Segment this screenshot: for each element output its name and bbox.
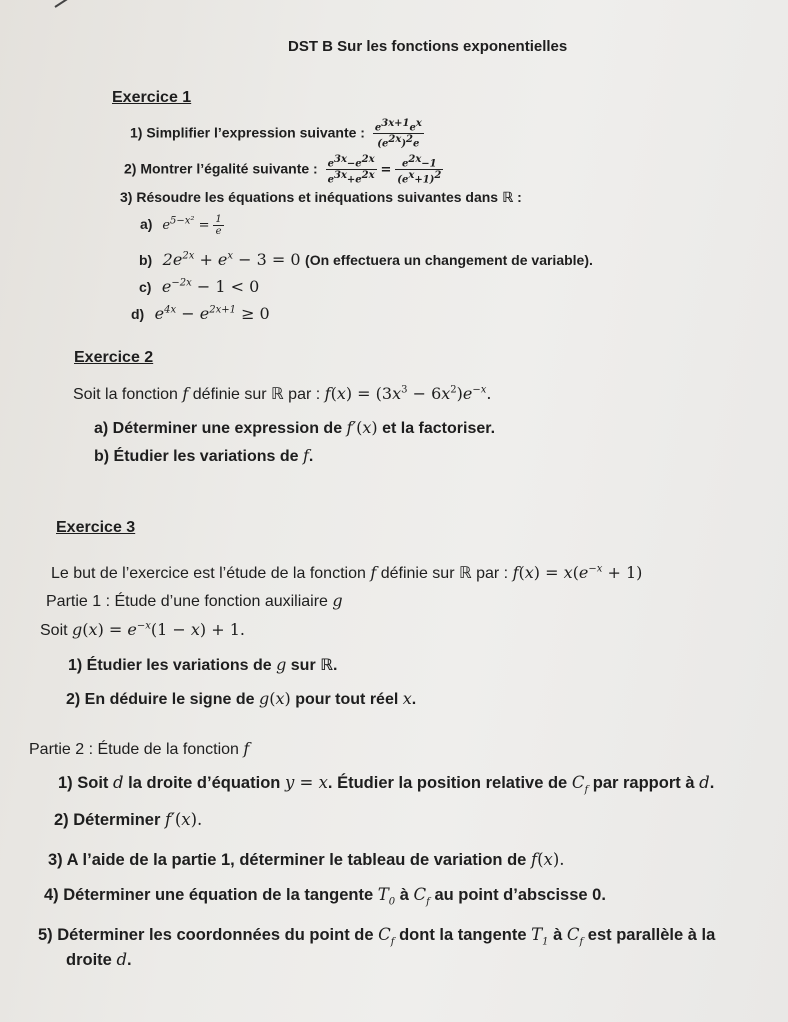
ex3-g-definition: Soit $g(x) = e^{-x}(1 - x) + 1$. — [40, 620, 246, 639]
ex3-intro: Le but de l’exercice est l’étude de la fonction f définie sur ℝ par : $f(x) = x(e^{-x} + 1)$ — [51, 563, 643, 582]
exercise-1-heading: Exercice 1 — [112, 89, 192, 106]
pencil-mark — [54, 0, 95, 8]
ex3-p2-question-1: 1) Soit d la droite d’équation y = x. Étudier la position relative de $C_f$ par rapport à d. — [58, 773, 715, 796]
exercise-2-heading: Exercice 2 — [74, 349, 154, 366]
ex3-p1-question-2: 2) En déduire le signe de g(x) pour tout réel x. — [66, 689, 417, 708]
ex3-p2-question-5: 5) Déterminer les coordonnées du point de $C_f$ dont la tangente $T_1$ à $C_f$ est parallèle à la — [38, 925, 716, 948]
ex3-part1-title: Partie 1 : Étude d’une fonction auxiliaire g — [46, 591, 343, 610]
ex3-p2-question-2: 2) Déterminer f′(x). — [54, 810, 203, 829]
simplify-fraction: $\frac{e^{3x+1}e^x}{(e^{2x})^2e}$ — [374, 118, 422, 150]
page-title: DST B Sur les fonctions exponentielles — [288, 38, 568, 55]
ex1-item-a: a) $e^{5-x^2}$ = $\frac{1}{e}$ — [140, 214, 222, 237]
ex1-question-1: 1) Simplifier l’expression suivante : $\frac{e^{3x+1}e^x}{(e^{2x})^2e}$ — [130, 118, 422, 150]
ex3-p2-question-3: 3) A l’aide de la partie 1, déterminer le tableau de variation de f(x). — [48, 850, 565, 869]
exercise-3-heading: Exercice 3 — [56, 519, 136, 536]
ex3-p2-question-5-cont: droite d. — [66, 950, 132, 969]
ex1-item-b: b) $2e^{2x} + e^x - 3 = 0$ (On effectuera un changement de variable). — [139, 250, 593, 269]
ex2-question-a: a) Déterminer une expression de f′(x) et la factoriser. — [94, 418, 496, 437]
ex1-item-c: c) $e^{-2x} - 1 < 0$ — [139, 277, 260, 296]
equality-lhs-fraction: $\frac{e^{3x}-e^{2x}}{e^{3x}+e^{2x}}$ — [327, 154, 375, 186]
ex2-intro: Soit la fonction f définie sur ℝ par : $f(x) = (3x^3 - 6x^2)e^{-x}$. — [73, 384, 492, 403]
ex3-p2-question-4: 4) Déterminer une équation de la tangente $T_0$ à $C_f$ au point d’abscisse 0. — [44, 885, 606, 908]
ex3-part2-title: Partie 2 : Étude de la fonction f — [29, 739, 250, 758]
ex1-question-2: 2) Montrer l’égalité suivante : $\frac{e^{3x}-e^{2x}}{e^{3x}+e^{2x}}$ = $\frac{e^{2x}-1}{(e^x+1)^2}$ — [124, 154, 442, 186]
ex2-question-b: b) Étudier les variations de f. — [94, 446, 314, 465]
ex1-item-d: d) $e^{4x} - e^{2x+1} \ge 0$ — [131, 304, 270, 323]
ex1-question-3: 3) Résoudre les équations et inéquations suivantes dans ℝ : — [120, 189, 522, 205]
equality-rhs-fraction: $\frac{e^{2x}-1}{(e^x+1)^2}$ — [397, 154, 442, 186]
ex3-p1-question-1: 1) Étudier les variations de g sur ℝ. — [68, 655, 338, 674]
